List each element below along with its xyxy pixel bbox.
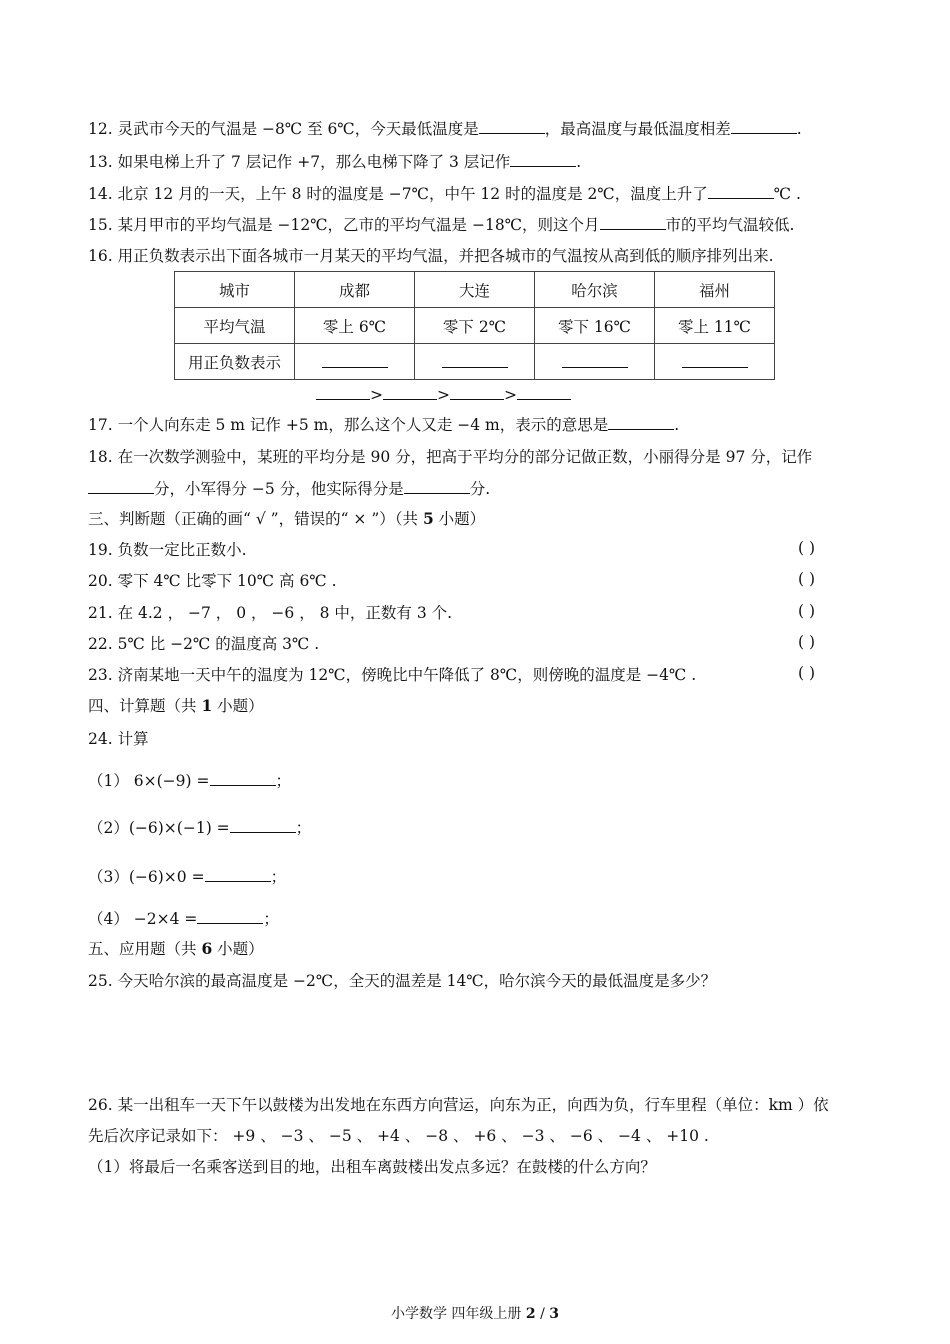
- answer-blank[interactable]: [600, 214, 666, 230]
- answer-blank[interactable]: [404, 478, 470, 494]
- table-cell: 福州: [655, 272, 775, 308]
- table-cell: 零下 2℃: [415, 308, 535, 344]
- section-3-title: 三、判断题（正确的画“ √ ”，错误的“ × ”）（共 5 小题）: [88, 509, 486, 528]
- table-cell: 用正负数表示: [175, 344, 295, 380]
- order-line: > > >: [316, 384, 571, 404]
- page-footer: 小学数学 四年级上册 2 / 3: [390, 1306, 560, 1322]
- table-row: [175, 344, 775, 380]
- table-cell: [415, 344, 535, 380]
- answer-blank[interactable]: [88, 478, 154, 494]
- answer-blank[interactable]: [479, 118, 545, 134]
- table-cell: 零上 11℃: [655, 308, 775, 344]
- question-26-part-1: （1）将最后一名乘客送到目的地，出租车离鼓楼出发点多远？在鼓楼的什么方向？: [88, 1158, 656, 1176]
- table-cell: 成都: [295, 272, 415, 308]
- answer-blank[interactable]: [510, 151, 576, 167]
- answer-paren[interactable]: ( ): [798, 633, 816, 651]
- answer-blank[interactable]: [316, 384, 370, 400]
- answer-paren[interactable]: ( ): [798, 570, 816, 588]
- question-17: 17. 一个人向东走 5 m 记作 +5 m，那么这个人又走 −4 m，表示的意思是 .: [88, 416, 680, 434]
- question-16: 16. 用正负数表示出下面各城市一月某天的平均气温，并把各城市的气温按从高到低的顺序排列出来.: [88, 247, 774, 265]
- table-cell: [655, 344, 775, 380]
- answer-paren[interactable]: ( ): [798, 602, 816, 620]
- answer-paren[interactable]: ( ): [798, 664, 816, 682]
- question-25: 25. 今天哈尔滨的最高温度是 −2℃，全天的温差是 14℃，哈尔滨今天的最低温度是多少？: [88, 972, 717, 990]
- calc-item-4: （4） −2×4 = ；: [88, 910, 279, 928]
- table-cell: 平均气温: [175, 308, 295, 344]
- table-cell: 大连: [415, 272, 535, 308]
- question-18-cont: 分，小军得分 −5 分，他实际得分是 分.: [88, 478, 490, 500]
- calc-item-3: （3）(−6)×0 = ；: [88, 868, 287, 886]
- question-13: 13. 如果电梯上升了 7 层记作 +7，那么电梯下降了 3 层记作 .: [88, 153, 582, 171]
- answer-blank[interactable]: [562, 352, 628, 368]
- question-24: 24. 计算: [88, 730, 149, 748]
- answer-blank[interactable]: [322, 352, 388, 368]
- question-12: 12. 灵武市今天的气温是 −8℃ 至 6℃，今天最低温度是 ，最高温度与最低温度相差 .: [88, 120, 802, 138]
- answer-blank[interactable]: [682, 352, 748, 368]
- table-row: [175, 308, 775, 344]
- answer-blank[interactable]: [205, 866, 271, 882]
- table-cell: 零上 6℃: [295, 308, 415, 344]
- section-4-title: 四、计算题（共 1 小题）: [88, 696, 264, 715]
- calc-item-2: （2）(−6)×(−1) = ；: [88, 819, 312, 837]
- table-cell: 城市: [175, 272, 295, 308]
- table-cell: [295, 344, 415, 380]
- question-18: 18. 在一次数学测验中，某班的平均分是 90 分，把高于平均分的部分记做正数，小丽得分是 97 分，记作: [88, 448, 813, 466]
- question-26: 26. 某一出租车一天下午以鼓楼为出发地在东西方向营运，向东为正，向西为负，行车里程（单位：km ）依: [88, 1096, 829, 1114]
- table-cell: [535, 344, 655, 380]
- answer-blank[interactable]: [731, 118, 797, 134]
- answer-blank[interactable]: [230, 817, 296, 833]
- question-20: 20. 零下 4℃ 比零下 10℃ 高 6℃ .: [88, 572, 337, 590]
- question-21: 21. 在 4.2 ， −7 ， 0 ， −6 ， 8 中，正数有 3 个.: [88, 604, 453, 622]
- question-19: 19. 负数一定比正数小.: [88, 541, 247, 559]
- question-26-cont: 先后次序记录如下： +9 、 −3 、 −5 、 +4 、 −8 、 +6 、 −3 、 −6 、 −4 、 +10 .: [88, 1127, 709, 1145]
- section-5-title: 五、应用题（共 6 小题）: [88, 939, 264, 958]
- answer-paren[interactable]: ( ): [798, 539, 816, 557]
- table-cell: 哈尔滨: [535, 272, 655, 308]
- answer-blank[interactable]: [383, 384, 437, 400]
- answer-blank[interactable]: [708, 183, 774, 199]
- answer-blank[interactable]: [210, 770, 276, 786]
- question-14: 14. 北京 12 月的一天，上午 8 时的温度是 −7℃，中午 12 时的温度是 2℃，温度上升了 ℃ .: [88, 185, 801, 203]
- table-cell: 零下 16℃: [535, 308, 655, 344]
- answer-blank[interactable]: [517, 384, 571, 400]
- answer-blank[interactable]: [442, 352, 508, 368]
- table-row: [175, 272, 775, 308]
- answer-blank[interactable]: [450, 384, 504, 400]
- question-23: 23. 济南某地一天中午的温度为 12℃，傍晚比中午降低了 8℃，则傍晚的温度是 −4℃ .: [88, 666, 697, 684]
- question-15: 15. 某月甲市的平均气温是 −12℃，乙市的平均气温是 −18℃，则这个月 市的平均气温较低.: [88, 216, 795, 234]
- answer-blank[interactable]: [197, 908, 263, 924]
- answer-blank[interactable]: [608, 414, 674, 430]
- calc-item-1: （1） 6×(−9) = ；: [88, 772, 292, 790]
- temperature-table: [174, 271, 775, 380]
- question-22: 22. 5℃ 比 −2℃ 的温度高 3℃ .: [88, 635, 320, 653]
